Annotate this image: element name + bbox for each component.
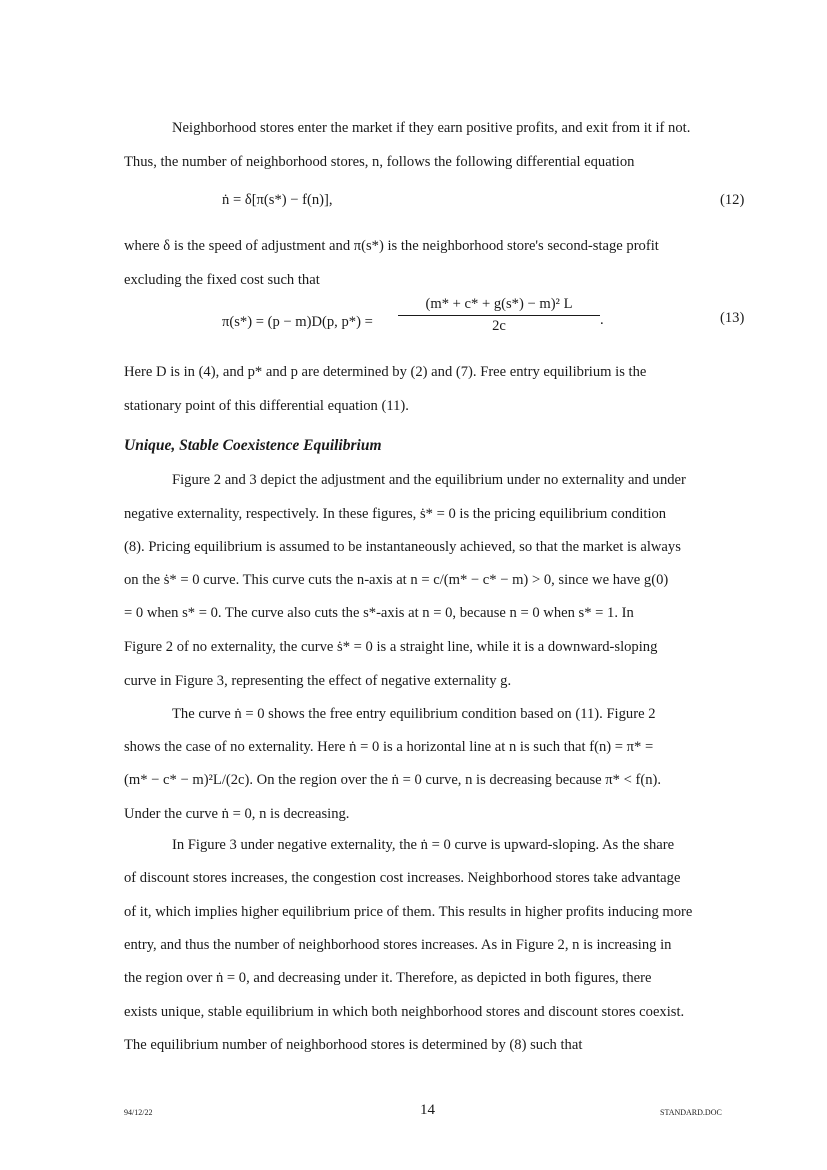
text-line: the region over ṅ = 0, and decreasing under it. Therefore, as depicted in both figures, there — [124, 970, 652, 986]
equation-number-12: (12) — [720, 192, 745, 208]
text-line: where δ is the speed of adjustment and π(s*) is the neighborhood store's second-stage profit — [124, 238, 659, 254]
text-line: = 0 when s* = 0. The curve also cuts the s*-axis at n = 0, because n = 0 when s* = 1. In — [124, 605, 634, 621]
text-line: Neighborhood stores enter the market if they earn positive profits, and exit from it if not. — [172, 120, 691, 136]
text-line: excluding the fixed cost such that — [124, 272, 320, 288]
text-line: Here D is in (4), and p* and p are determined by (2) and (7). Free entry equilibrium is the — [124, 364, 647, 380]
page-number: 14 — [420, 1102, 435, 1118]
text-line: curve in Figure 3, representing the effect of negative externality g. — [124, 673, 512, 689]
equation-13-numerator: (m* + c* + g(s*) − m)² L — [425, 296, 573, 312]
text-line: The curve ṅ = 0 shows the free entry equilibrium condition based on (11). Figure 2 — [172, 706, 656, 722]
text-line: entry, and thus the number of neighborhood stores increases. As in Figure 2, n is increasing in — [124, 937, 672, 953]
text-line: Under the curve ṅ = 0, n is decreasing. — [124, 806, 350, 822]
equation-13-fraction — [398, 296, 600, 335]
equation-13-period: . — [600, 312, 604, 328]
text-line: The equilibrium number of neighborhood stores is determined by (8) such that — [124, 1037, 583, 1053]
equation-12: ṅ = δ[π(s*) − f(n)], — [222, 192, 333, 208]
text-line: shows the case of no externality. Here ṅ = 0 is a horizontal line at n is such that f(n) = π* = — [124, 739, 654, 755]
text-line: stationary point of this differential equation (11). — [124, 398, 409, 414]
footer-filename: STANDARD.DOC — [660, 1108, 722, 1117]
text-line: Thus, the number of neighborhood stores, n, follows the following differential equation — [124, 154, 635, 170]
fraction-bar — [398, 315, 600, 316]
text-line: of discount stores increases, the congestion cost increases. Neighborhood stores take advantage — [124, 870, 681, 886]
footer-date: 94/12/22 — [124, 1108, 153, 1117]
text-line: Figure 2 of no externality, the curve ṡ* = 0 is a straight line, while it is a downward-sloping — [124, 639, 658, 655]
text-line: In Figure 3 under negative externality, the ṅ = 0 curve is upward-sloping. As the share — [172, 837, 675, 853]
text-line: (8). Pricing equilibrium is assumed to be instantaneously achieved, so that the market is always — [124, 539, 681, 555]
equation-number-13: (13) — [720, 310, 745, 326]
text-line: of it, which implies higher equilibrium price of them. This results in higher profits inducing more — [124, 904, 693, 920]
text-line: exists unique, stable equilibrium in which both neighborhood stores and discount stores coexist. — [124, 1004, 685, 1020]
text-line: Figure 2 and 3 depict the adjustment and the equilibrium under no externality and under — [172, 472, 686, 488]
text-line: on the ṡ* = 0 curve. This curve cuts the n-axis at n = c/(m* − c* − m) > 0, since we have g(0) — [124, 572, 669, 588]
section-heading: Unique, Stable Coexistence Equilibrium — [124, 437, 382, 454]
text-line: (m* − c* − m)²L/(2c). On the region over the ṅ = 0 curve, n is decreasing because π* < f(n). — [124, 772, 662, 788]
equation-13-lhs: π(s*) = (p − m)D(p, p*) = — [222, 314, 373, 330]
equation-13-denominator: 2c — [492, 318, 506, 334]
text-line: negative externality, respectively. In these figures, ṡ* = 0 is the pricing equilibrium condition — [124, 506, 667, 522]
